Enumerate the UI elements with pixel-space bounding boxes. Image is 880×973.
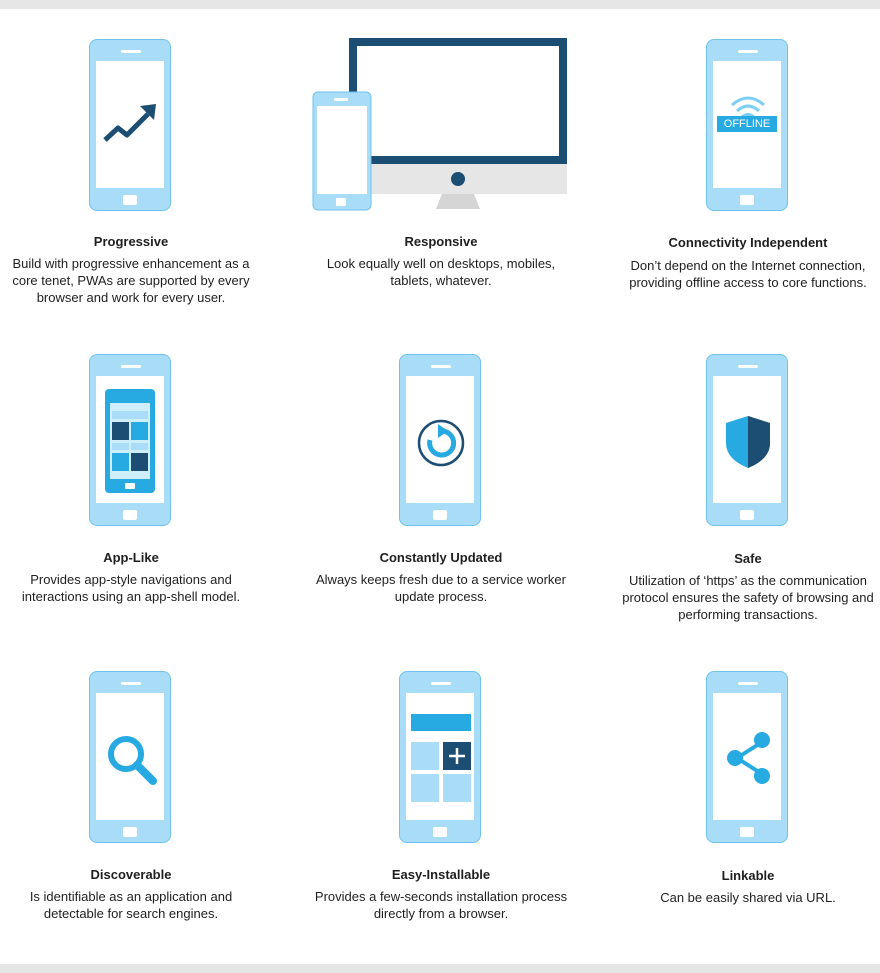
feature-description: Provides a few-seconds installation process directly from a browser. [314,889,568,921]
search-icon [106,734,158,786]
offline-badge: OFFLINE [717,116,777,132]
install-grid-icon [411,714,473,804]
phone-frame [89,354,171,526]
share-icon [725,730,773,786]
feature-title: App-Like [103,550,159,565]
feature-description: Utilization of ‘https’ as the communication protocol ensures the safety of browsing and performing transactions. [622,573,874,622]
top-band [0,0,880,9]
phone-frame [706,39,788,211]
feature-title: Connectivity Independent [668,235,828,250]
phone-frame [706,671,788,843]
feature-description: Build with progressive enhancement as a core tenet, PWAs are supported by every browser and work for every user. [12,256,250,305]
phone-frame [89,671,171,843]
feature-title: Linkable [721,868,775,883]
trend-arrow-icon [100,98,160,148]
devices-icon [312,37,570,213]
feature-title: Safe [734,551,762,566]
phone-frame [399,354,481,526]
phone-frame [89,39,171,211]
feature-description: Don’t depend on the Internet connection, providing offline access to core functions. [629,258,867,290]
feature-title: Discoverable [90,867,172,882]
phone-frame [706,354,788,526]
feature-title: Responsive [404,234,478,249]
feature-description: Provides app-style navigations and interactions using an app-shell model. [21,572,241,604]
feature-description: Always keeps fresh due to a service worker update process. [316,572,566,604]
feature-description: Is identifiable as an application and detectable for search engines. [29,889,233,921]
refresh-icon [416,418,466,468]
app-grid-icon [105,389,155,493]
feature-title: Constantly Updated [379,550,503,565]
feature-description: Can be easily shared via URL. [660,890,836,905]
shield-icon [725,415,771,469]
bottom-band [0,964,880,973]
feature-description: Look equally well on desktops, mobiles, tablets, whatever. [326,256,556,288]
phone-frame [399,671,481,843]
feature-title: Progressive [93,234,169,249]
feature-title: Easy-Installable [391,867,491,882]
